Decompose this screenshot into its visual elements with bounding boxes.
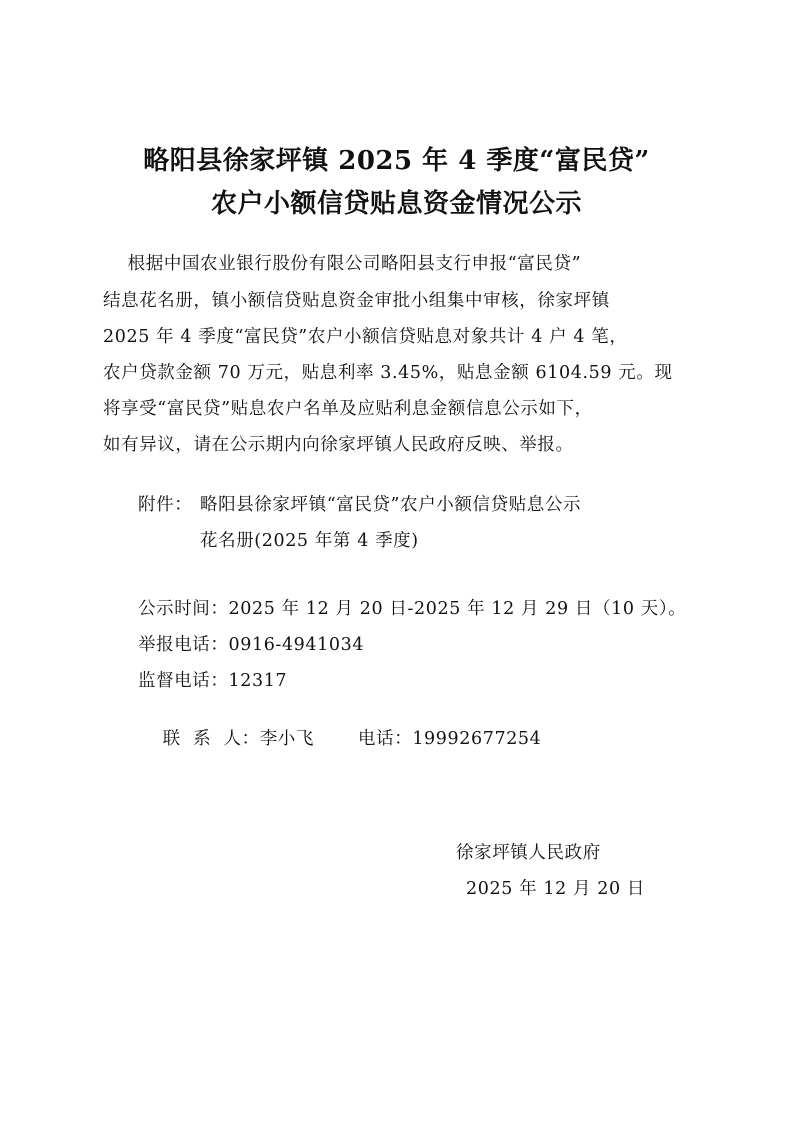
body-paragraph-line-4: 农户贷款金额 70 万元，贴息利率 3.45%，贴息金额 6104.59 元。现 xyxy=(103,363,673,383)
body-paragraph-line-6: 如有异议，请在公示期内向徐家坪镇人民政府反映、举报。 xyxy=(103,435,574,455)
issue-date: 2025 年 12 月 20 日 xyxy=(466,879,645,899)
issuer-name: 徐家坪镇人民政府 xyxy=(456,843,601,863)
contact-person-row xyxy=(138,706,541,772)
document-title-line-1: 略阳县徐家坪镇 2025 年 4 季度“富民贷” xyxy=(143,146,650,176)
supervision-phone: 监督电话：12317 xyxy=(138,671,288,691)
document-title-line-2: 农户小额信贷贴息资金情况公示 xyxy=(210,189,582,219)
contact-phone: 电话：19992677254 xyxy=(358,729,542,749)
attachment-title-line-1: 略阳县徐家坪镇“富民贷”农户小额信贷贴息公示 xyxy=(200,495,582,515)
publicity-period: 公示时间：2025 年 12 月 20 日-2025 年 12 月 29 日（10 天）。 xyxy=(138,599,687,619)
body-paragraph-line-1: 根据中国农业银行股份有限公司略阳县支行申报“富民贷” xyxy=(103,254,582,274)
contact-person: 联 系 人：李小飞 xyxy=(162,729,315,749)
body-paragraph-line-5: 将享受“富民贷”贴息农户名单及应贴利息金额信息公示如下， xyxy=(103,399,593,419)
attachment-label: 附件： xyxy=(138,495,193,515)
body-paragraph-line-3: 2025 年 4 季度“富民贷”农户小额信贷贴息对象共计 4 户 4 笔， xyxy=(103,327,628,347)
body-paragraph-line-2: 结息花名册，镇小额信贷贴息资金审批小组集中审核，徐家坪镇 xyxy=(103,291,610,311)
report-phone: 举报电话：0916-4941034 xyxy=(138,635,365,655)
attachment-title-line-2: 花名册(2025 年第 4 季度) xyxy=(200,531,419,551)
